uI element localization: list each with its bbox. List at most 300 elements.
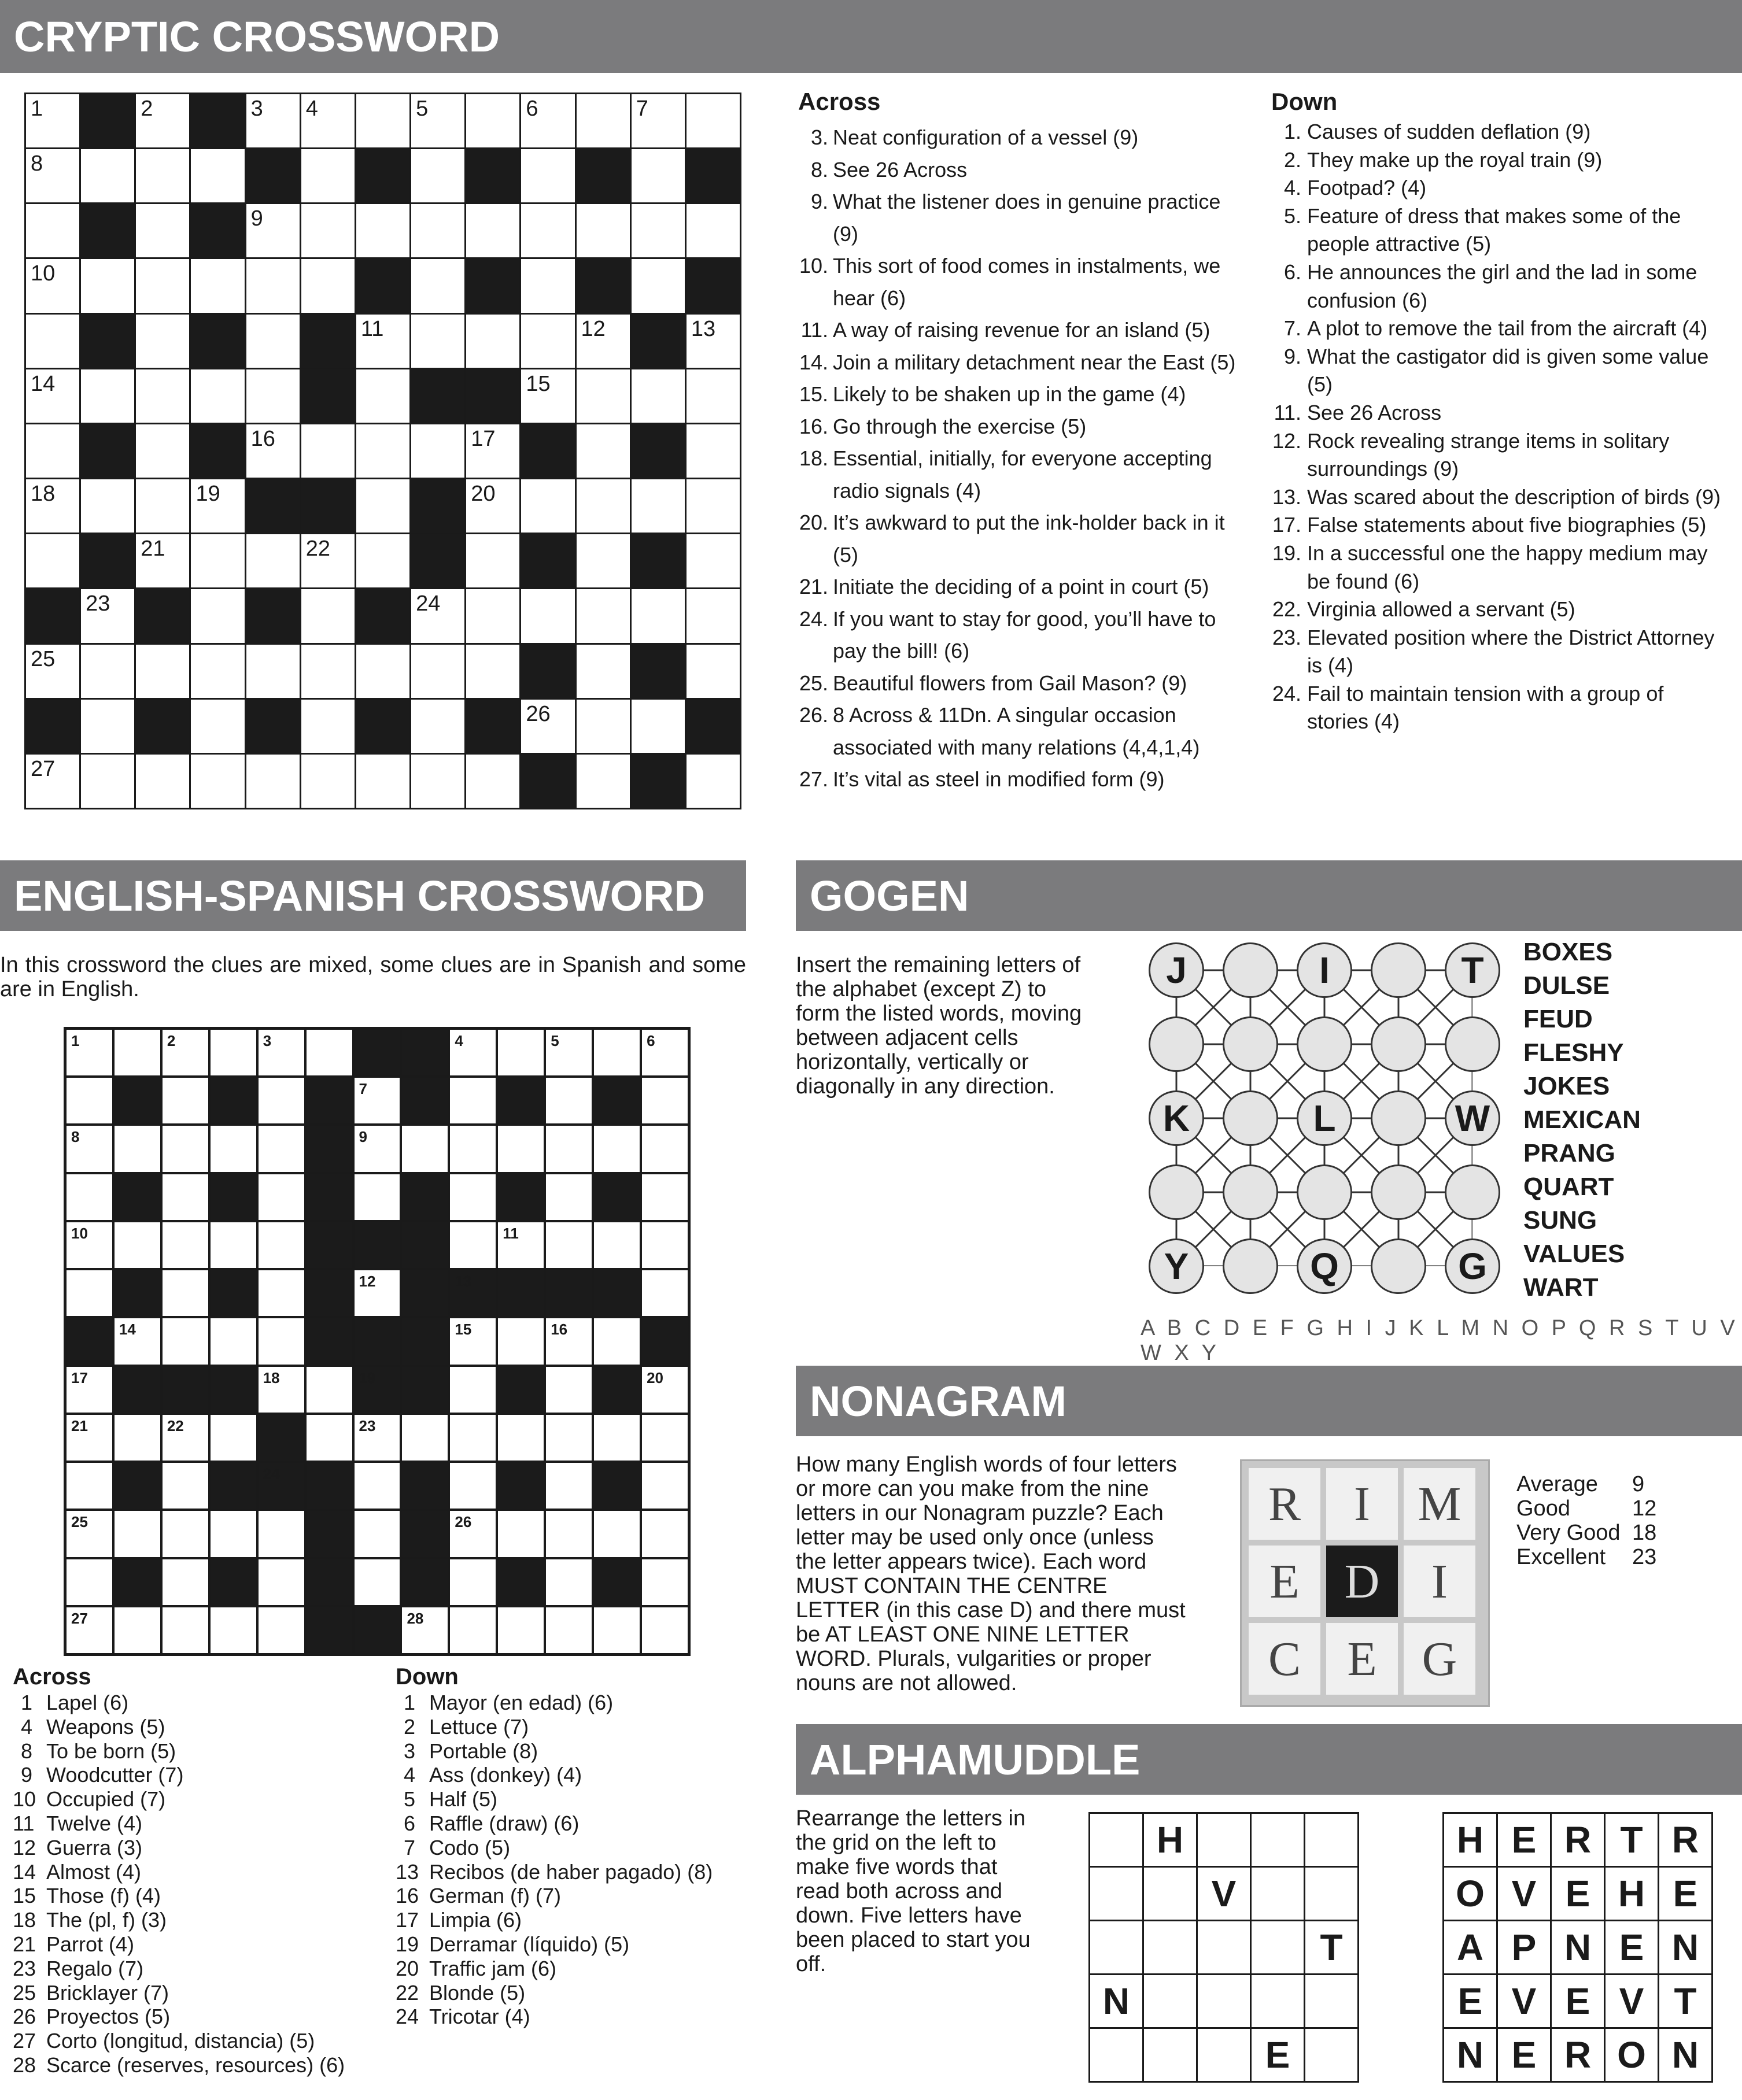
- grid-cell[interactable]: [466, 645, 519, 698]
- grid-cell[interactable]: [67, 1126, 112, 1171]
- gogen-cell[interactable]: [1149, 1164, 1204, 1220]
- grid-cell[interactable]: [246, 259, 300, 312]
- alphamuddle-answer-cell[interactable]: [1090, 2029, 1144, 2083]
- alphamuddle-answer-cell[interactable]: V: [1198, 1868, 1252, 1921]
- grid-cell[interactable]: [642, 1607, 688, 1653]
- grid-cell[interactable]: [355, 1415, 400, 1461]
- grid-cell[interactable]: [301, 204, 355, 257]
- grid-cell[interactable]: [81, 645, 134, 698]
- grid-cell[interactable]: [450, 1559, 496, 1605]
- alphamuddle-answer-cell[interactable]: [1252, 1814, 1305, 1868]
- grid-cell[interactable]: [67, 1222, 112, 1268]
- black-square: [191, 315, 244, 368]
- grid-cell[interactable]: [67, 1415, 112, 1461]
- grid-cell[interactable]: [546, 1030, 592, 1075]
- alphamuddle-answer-cell[interactable]: [1252, 1975, 1305, 2029]
- grid-cell[interactable]: [687, 94, 740, 147]
- alphamuddle-answer-cell[interactable]: [1252, 1921, 1305, 1975]
- clue-text: Neat configuration of a vessel (9): [833, 125, 1139, 149]
- grid-cell[interactable]: [26, 645, 79, 698]
- cryptic-down-list: [1271, 118, 1728, 736]
- grid-cell[interactable]: [163, 1030, 208, 1075]
- clue-number: 7: [636, 97, 648, 121]
- grid-cell[interactable]: [411, 589, 464, 642]
- gogen-cell[interactable]: [1371, 1090, 1426, 1146]
- grid-cell[interactable]: [498, 1511, 544, 1556]
- grid-cell[interactable]: [687, 755, 740, 808]
- grid-cell[interactable]: [136, 534, 189, 587]
- grid-cell[interactable]: [687, 315, 740, 368]
- grid-cell[interactable]: [577, 424, 630, 478]
- grid-cell[interactable]: [136, 315, 189, 368]
- grid-cell[interactable]: [450, 1318, 496, 1364]
- grid-cell[interactable]: [466, 755, 519, 808]
- alphamuddle-answer-cell[interactable]: [1144, 1921, 1198, 1975]
- alphamuddle-answer-cell[interactable]: [1252, 1868, 1305, 1921]
- grid-cell[interactable]: [632, 479, 685, 533]
- grid-cell[interactable]: [594, 1318, 640, 1364]
- grid-cell[interactable]: [259, 1222, 304, 1268]
- grid-cell[interactable]: [356, 424, 409, 478]
- grid-cell[interactable]: [411, 315, 464, 368]
- grid-cell[interactable]: [301, 755, 355, 808]
- grid-cell[interactable]: [402, 1126, 448, 1171]
- grid-cell[interactable]: [411, 149, 464, 202]
- gogen-cell[interactable]: [1223, 1164, 1278, 1220]
- grid-cell[interactable]: [115, 1607, 160, 1653]
- alphamuddle-answer-cell[interactable]: T: [1305, 1921, 1359, 1975]
- grid-cell[interactable]: [301, 259, 355, 312]
- grid-cell[interactable]: [594, 1030, 640, 1075]
- grid-cell[interactable]: [577, 700, 630, 753]
- grid-cell[interactable]: [642, 1078, 688, 1123]
- grid-cell[interactable]: [642, 1126, 688, 1171]
- grid-cell[interactable]: [301, 645, 355, 698]
- grid-cell[interactable]: [211, 1511, 256, 1556]
- grid-cell[interactable]: [521, 369, 574, 423]
- grid-cell[interactable]: [450, 1174, 496, 1220]
- grid-cell[interactable]: [642, 1511, 688, 1556]
- grid-cell[interactable]: [466, 424, 519, 478]
- grid-cell[interactable]: [356, 755, 409, 808]
- grid-cell[interactable]: [687, 534, 740, 587]
- grid-cell[interactable]: [577, 94, 630, 147]
- gogen-cell[interactable]: G: [1445, 1238, 1500, 1294]
- grid-cell[interactable]: [67, 1511, 112, 1556]
- grid-cell[interactable]: [632, 149, 685, 202]
- grid-cell[interactable]: [632, 204, 685, 257]
- grid-cell[interactable]: [136, 755, 189, 808]
- grid-cell[interactable]: [259, 1270, 304, 1316]
- grid-cell[interactable]: [67, 1463, 112, 1509]
- grid-cell[interactable]: [246, 315, 300, 368]
- grid-cell[interactable]: [546, 1415, 592, 1461]
- grid-cell[interactable]: [356, 94, 409, 147]
- grid-cell[interactable]: [26, 424, 79, 478]
- black-square: [211, 1174, 256, 1220]
- alphamuddle-answer-cell[interactable]: [1305, 1868, 1359, 1921]
- grid-cell[interactable]: [259, 1174, 304, 1220]
- grid-cell[interactable]: [402, 1607, 448, 1653]
- grid-cell[interactable]: [163, 1270, 208, 1316]
- grid-cell[interactable]: [521, 259, 574, 312]
- grid-cell[interactable]: [211, 1415, 256, 1461]
- gogen-cell[interactable]: [1223, 942, 1278, 998]
- gogen-cell[interactable]: [1371, 1164, 1426, 1220]
- gogen-cell[interactable]: [1223, 1238, 1278, 1294]
- grid-cell[interactable]: [301, 94, 355, 147]
- grid-cell[interactable]: [67, 1174, 112, 1220]
- grid-cell[interactable]: [246, 755, 300, 808]
- grid-cell[interactable]: [450, 1126, 496, 1171]
- gogen-cell[interactable]: K: [1149, 1090, 1204, 1146]
- grid-cell[interactable]: [521, 589, 574, 642]
- alphamuddle-answer-cell[interactable]: [1198, 2029, 1252, 2083]
- grid-cell[interactable]: [546, 1607, 592, 1653]
- grid-cell[interactable]: [632, 369, 685, 423]
- grid-cell[interactable]: [136, 149, 189, 202]
- grid-cell[interactable]: [26, 204, 79, 257]
- grid-cell[interactable]: [546, 1318, 592, 1364]
- grid-cell[interactable]: [355, 1463, 400, 1509]
- grid-cell[interactable]: [355, 1078, 400, 1123]
- grid-cell[interactable]: [191, 369, 244, 423]
- gogen-cell[interactable]: [1445, 1016, 1500, 1072]
- grid-cell[interactable]: [450, 1078, 496, 1123]
- grid-cell[interactable]: [521, 479, 574, 533]
- grid-cell[interactable]: [81, 259, 134, 312]
- grid-cell[interactable]: [115, 1318, 160, 1364]
- grid-cell[interactable]: [546, 1367, 592, 1413]
- grid-cell[interactable]: [115, 1030, 160, 1075]
- gogen-cell[interactable]: [1223, 1016, 1278, 1072]
- grid-cell[interactable]: [163, 1126, 208, 1171]
- grid-cell[interactable]: [355, 1511, 400, 1556]
- grid-cell[interactable]: [450, 1222, 496, 1268]
- grid-cell[interactable]: [136, 204, 189, 257]
- grid-cell[interactable]: [498, 1030, 544, 1075]
- grid-cell[interactable]: [355, 1559, 400, 1605]
- grid-cell[interactable]: [26, 315, 79, 368]
- gogen-cell[interactable]: L: [1297, 1090, 1352, 1146]
- clue-text: In a successful one the happy medium may be found (6): [1307, 541, 1708, 593]
- grid-cell[interactable]: [163, 1607, 208, 1653]
- grid-cell[interactable]: [411, 424, 464, 478]
- alphamuddle-answer-cell[interactable]: [1144, 1975, 1198, 2029]
- gogen-cell[interactable]: I: [1297, 942, 1352, 998]
- grid-cell[interactable]: [577, 534, 630, 587]
- grid-cell[interactable]: [259, 1559, 304, 1605]
- grid-cell[interactable]: [81, 479, 134, 533]
- grid-cell[interactable]: [356, 204, 409, 257]
- gogen-cell[interactable]: Y: [1149, 1238, 1204, 1294]
- gogen-cell[interactable]: [1297, 1164, 1352, 1220]
- grid-cell[interactable]: [411, 645, 464, 698]
- grid-cell[interactable]: [411, 755, 464, 808]
- alphamuddle-answer-cell[interactable]: [1198, 1814, 1252, 1868]
- grid-cell[interactable]: [466, 94, 519, 147]
- gogen-cell[interactable]: Q: [1297, 1238, 1352, 1294]
- grid-cell[interactable]: [259, 1030, 304, 1075]
- grid-cell[interactable]: [546, 1174, 592, 1220]
- grid-cell[interactable]: [211, 1126, 256, 1171]
- grid-cell[interactable]: [632, 700, 685, 753]
- grid-cell[interactable]: [163, 1222, 208, 1268]
- alphamuddle-answer-cell[interactable]: [1090, 1921, 1144, 1975]
- gogen-cell[interactable]: [1297, 1016, 1352, 1072]
- alphamuddle-answer-cell[interactable]: [1305, 2029, 1359, 2083]
- grid-cell[interactable]: [67, 1559, 112, 1605]
- grid-cell[interactable]: [246, 424, 300, 478]
- grid-cell[interactable]: [642, 1463, 688, 1509]
- grid-cell[interactable]: [355, 1270, 400, 1316]
- black-square: [81, 94, 134, 147]
- grid-cell[interactable]: [259, 1367, 304, 1413]
- grid-cell[interactable]: [521, 94, 574, 147]
- grid-cell[interactable]: [246, 645, 300, 698]
- grid-cell[interactable]: [466, 589, 519, 642]
- grid-cell[interactable]: [163, 1415, 208, 1461]
- grid-cell[interactable]: [191, 589, 244, 642]
- gogen-cell[interactable]: [1149, 1016, 1204, 1072]
- grid-cell[interactable]: [450, 1367, 496, 1413]
- grid-cell[interactable]: [577, 755, 630, 808]
- grid-cell[interactable]: [577, 479, 630, 533]
- grid-cell[interactable]: [466, 315, 519, 368]
- grid-cell[interactable]: [115, 1415, 160, 1461]
- alphamuddle-answer-cell[interactable]: [1198, 1975, 1252, 2029]
- grid-cell[interactable]: [498, 1607, 544, 1653]
- grid-cell[interactable]: [191, 700, 244, 753]
- grid-cell[interactable]: [546, 1078, 592, 1123]
- grid-cell[interactable]: [259, 1318, 304, 1364]
- grid-cell[interactable]: [67, 1607, 112, 1653]
- grid-cell[interactable]: [521, 204, 574, 257]
- grid-cell[interactable]: [259, 1607, 304, 1653]
- grid-cell[interactable]: [594, 1222, 640, 1268]
- grid-cell[interactable]: [577, 315, 630, 368]
- grid-cell[interactable]: [246, 94, 300, 147]
- alphamuddle-answer-cell[interactable]: [1090, 1814, 1144, 1868]
- grid-cell[interactable]: [115, 1511, 160, 1556]
- grid-cell[interactable]: [67, 1078, 112, 1123]
- grid-cell[interactable]: [26, 755, 79, 808]
- grid-cell[interactable]: [191, 149, 244, 202]
- grid-cell[interactable]: [356, 645, 409, 698]
- grid-cell[interactable]: [642, 1270, 688, 1316]
- grid-cell[interactable]: [115, 1222, 160, 1268]
- gogen-cell[interactable]: [1371, 1238, 1426, 1294]
- gogen-cell[interactable]: T: [1445, 942, 1500, 998]
- grid-cell[interactable]: [81, 149, 134, 202]
- grid-cell[interactable]: [211, 1318, 256, 1364]
- grid-cell[interactable]: [642, 1367, 688, 1413]
- grid-cell[interactable]: [498, 1415, 544, 1461]
- grid-cell[interactable]: [632, 94, 685, 147]
- grid-cell[interactable]: [191, 479, 244, 533]
- grid-cell[interactable]: [211, 1607, 256, 1653]
- grid-cell[interactable]: [246, 534, 300, 587]
- grid-cell[interactable]: [191, 534, 244, 587]
- grid-cell[interactable]: [466, 534, 519, 587]
- grid-cell[interactable]: [577, 589, 630, 642]
- grid-cell[interactable]: [136, 94, 189, 147]
- grid-cell[interactable]: [246, 204, 300, 257]
- grid-cell[interactable]: [687, 424, 740, 478]
- grid-cell[interactable]: [402, 1415, 448, 1461]
- grid-cell[interactable]: [301, 534, 355, 587]
- grid-cell[interactable]: [498, 1222, 544, 1268]
- grid-cell[interactable]: [687, 369, 740, 423]
- gogen-cell[interactable]: [1445, 1164, 1500, 1220]
- grid-cell[interactable]: [632, 589, 685, 642]
- grid-cell[interactable]: [355, 1174, 400, 1220]
- grid-cell[interactable]: [450, 1415, 496, 1461]
- grid-cell[interactable]: [191, 755, 244, 808]
- grid-cell[interactable]: [577, 369, 630, 423]
- clue-number: 25: [13, 1980, 36, 2005]
- grid-cell[interactable]: [136, 259, 189, 312]
- grid-cell[interactable]: [259, 1511, 304, 1556]
- grid-cell[interactable]: [211, 1222, 256, 1268]
- grid-cell[interactable]: [81, 755, 134, 808]
- alphamuddle-answer-cell[interactable]: E: [1252, 2029, 1305, 2083]
- clue-number: 1.: [1283, 120, 1301, 143]
- gogen-cell[interactable]: W: [1445, 1090, 1500, 1146]
- grid-cell[interactable]: [521, 700, 574, 753]
- alphamuddle-letter-cell: N: [1444, 2029, 1498, 2083]
- grid-cell[interactable]: [163, 1511, 208, 1556]
- grid-cell[interactable]: [450, 1607, 496, 1653]
- grid-cell[interactable]: [26, 369, 79, 423]
- grid-cell[interactable]: [466, 479, 519, 533]
- grid-cell[interactable]: [466, 204, 519, 257]
- grid-cell[interactable]: [356, 479, 409, 533]
- grid-cell[interactable]: [546, 1559, 592, 1605]
- grid-cell[interactable]: [301, 424, 355, 478]
- grid-cell[interactable]: [642, 1174, 688, 1220]
- grid-cell[interactable]: [26, 534, 79, 587]
- alphamuddle-answer-cell[interactable]: [1090, 1868, 1144, 1921]
- grid-cell[interactable]: [67, 1030, 112, 1075]
- grid-cell[interactable]: [577, 645, 630, 698]
- grid-cell[interactable]: [356, 315, 409, 368]
- grid-cell[interactable]: [301, 589, 355, 642]
- grid-cell[interactable]: [211, 1030, 256, 1075]
- grid-cell[interactable]: [642, 1030, 688, 1075]
- gogen-cell[interactable]: J: [1149, 942, 1204, 998]
- grid-cell[interactable]: [136, 424, 189, 478]
- grid-cell[interactable]: [307, 1415, 352, 1461]
- grid-cell[interactable]: [498, 1126, 544, 1171]
- grid-cell[interactable]: [67, 1367, 112, 1413]
- grid-cell[interactable]: [356, 534, 409, 587]
- alphamuddle-answer-cell[interactable]: [1144, 1868, 1198, 1921]
- grid-cell[interactable]: [191, 645, 244, 698]
- alphamuddle-answer-cell[interactable]: [1144, 2029, 1198, 2083]
- grid-cell[interactable]: [498, 1318, 544, 1364]
- grid-cell[interactable]: [594, 1126, 640, 1171]
- grid-cell[interactable]: [81, 589, 134, 642]
- grid-cell[interactable]: [81, 700, 134, 753]
- clue-number: 26: [455, 1513, 472, 1531]
- grid-cell[interactable]: [356, 369, 409, 423]
- alphamuddle-answer-cell[interactable]: [1305, 1975, 1359, 2029]
- grid-cell[interactable]: [163, 1078, 208, 1123]
- grid-cell[interactable]: [546, 1126, 592, 1171]
- grid-cell[interactable]: [136, 479, 189, 533]
- grid-cell[interactable]: [642, 1222, 688, 1268]
- grid-cell[interactable]: [632, 259, 685, 312]
- grid-cell[interactable]: [307, 1030, 352, 1075]
- grid-cell[interactable]: [594, 1607, 640, 1653]
- grid-cell[interactable]: [26, 259, 79, 312]
- grid-cell[interactable]: [163, 1559, 208, 1605]
- alphamuddle-answer-cell[interactable]: [1305, 1814, 1359, 1868]
- gogen-cell[interactable]: [1223, 1090, 1278, 1146]
- grid-cell[interactable]: [687, 645, 740, 698]
- grid-cell[interactable]: [259, 1078, 304, 1123]
- grid-cell[interactable]: [642, 1415, 688, 1461]
- grid-cell[interactable]: [577, 204, 630, 257]
- grid-cell[interactable]: [546, 1511, 592, 1556]
- grid-cell[interactable]: [411, 259, 464, 312]
- grid-cell[interactable]: [115, 1126, 160, 1171]
- grid-cell[interactable]: [26, 94, 79, 147]
- grid-cell[interactable]: [594, 1511, 640, 1556]
- grid-cell[interactable]: [687, 204, 740, 257]
- grid-cell[interactable]: [411, 94, 464, 147]
- grid-cell[interactable]: [546, 1222, 592, 1268]
- gogen-cell[interactable]: [1371, 942, 1426, 998]
- grid-cell[interactable]: [246, 369, 300, 423]
- grid-cell[interactable]: [411, 700, 464, 753]
- grid-cell[interactable]: [687, 479, 740, 533]
- grid-cell[interactable]: [81, 369, 134, 423]
- alphamuddle-answer-cell[interactable]: N: [1090, 1975, 1144, 2029]
- grid-cell[interactable]: [307, 1367, 352, 1413]
- clue-number: 12.: [1272, 428, 1301, 453]
- grid-cell[interactable]: [450, 1463, 496, 1509]
- gogen-cell[interactable]: [1371, 1016, 1426, 1072]
- grid-cell[interactable]: [546, 1463, 592, 1509]
- grid-cell[interactable]: [594, 1415, 640, 1461]
- grid-cell[interactable]: [259, 1126, 304, 1171]
- grid-cell[interactable]: [301, 700, 355, 753]
- grid-cell[interactable]: [521, 315, 574, 368]
- grid-cell[interactable]: [642, 1559, 688, 1605]
- grid-cell[interactable]: [521, 149, 574, 202]
- grid-cell[interactable]: [411, 204, 464, 257]
- grid-cell[interactable]: [67, 1270, 112, 1316]
- grid-cell[interactable]: [136, 369, 189, 423]
- grid-cell[interactable]: [191, 259, 244, 312]
- grid-cell[interactable]: [163, 1174, 208, 1220]
- grid-cell[interactable]: [301, 149, 355, 202]
- grid-cell[interactable]: [26, 149, 79, 202]
- grid-cell[interactable]: [163, 1318, 208, 1364]
- alphamuddle-answer-cell[interactable]: [1198, 1921, 1252, 1975]
- grid-cell[interactable]: [355, 1126, 400, 1171]
- grid-cell[interactable]: [136, 645, 189, 698]
- grid-cell[interactable]: [450, 1030, 496, 1075]
- clue: [396, 1957, 754, 1981]
- grid-cell[interactable]: [450, 1511, 496, 1556]
- alphamuddle-answer-cell[interactable]: H: [1144, 1814, 1198, 1868]
- grid-cell[interactable]: [687, 589, 740, 642]
- grid-cell[interactable]: [163, 1463, 208, 1509]
- grid-cell[interactable]: [26, 479, 79, 533]
